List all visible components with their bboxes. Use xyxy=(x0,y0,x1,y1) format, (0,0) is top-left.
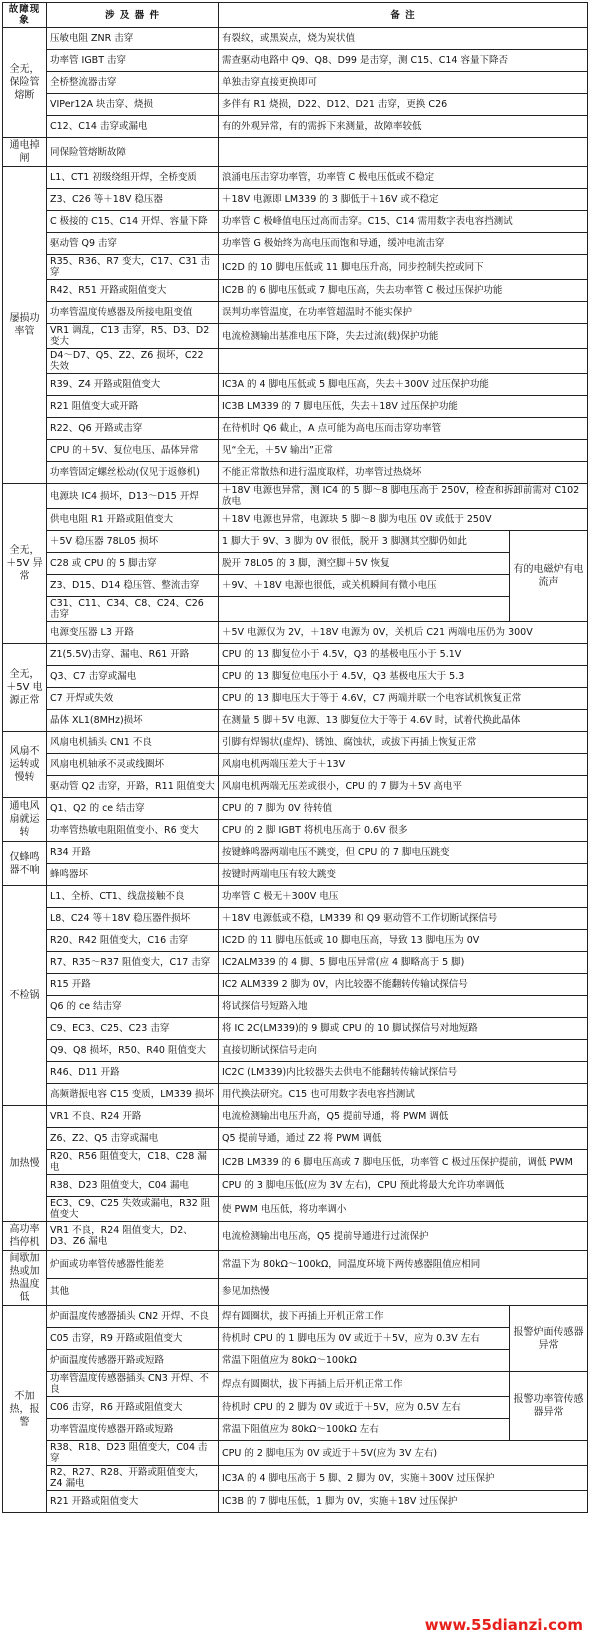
component-cell: VIPer12A 块击穿、烧损 xyxy=(47,94,219,116)
component-cell: 功率管固定螺丝松动(仅见于返修机) xyxy=(47,462,219,484)
component-cell: 炉面温度传感器开路或短路 xyxy=(47,1350,219,1372)
component-cell: R21 阻值变大或开路 xyxy=(47,396,219,418)
component-cell: 电源块 IC4 损坏，D13～D15 开焊 xyxy=(47,484,219,509)
table-row xyxy=(3,531,588,553)
note-cell: 功率管 G 极始终为高电压而饱和导通，缓冲电流击穿 xyxy=(219,233,588,255)
component-cell: 供电电阻 R1 开路或阻值变大 xyxy=(47,509,219,531)
note-cell: ＋18V 电源也异常，电源块 5 脚～8 脚为电压 0V 或低于 250V xyxy=(219,509,588,531)
note-cell: 多伴有 R1 烧损，D22、D12、D21 击穿，更换 C26 xyxy=(219,94,588,116)
table-row xyxy=(3,280,588,302)
component-cell: 炉面温度传感器插头 CN2 开焊、不良 xyxy=(47,1306,219,1328)
table-row xyxy=(3,1466,588,1491)
note-cell xyxy=(219,597,510,622)
note-cell xyxy=(219,138,588,167)
component-cell: C06 击穿，R6 开路或阻值变大 xyxy=(47,1397,219,1419)
note-cell: 功率管 C 极峰值电压过高而击穿。C15、C14 需用数字表电容挡测试 xyxy=(219,211,588,233)
table-row xyxy=(3,1397,588,1419)
watermark: www.55dianzi.com xyxy=(424,1616,583,1634)
table-row xyxy=(3,1197,588,1222)
note-cell: 需查驱动电路中 Q9、Q8、D99 是击穿，测 C15、C14 容量下降否 xyxy=(219,50,588,72)
note-cell: IC2C (LM339)内比较器失去供电不能翻转传输试探信号 xyxy=(219,1062,588,1084)
note-cell xyxy=(219,349,588,374)
table-row xyxy=(3,597,588,622)
note-cell: IC2ALM339 的 4 脚、5 脚电压异常(应 4 脚略高于 5 脚) xyxy=(219,952,588,974)
table-row xyxy=(3,732,588,754)
component-cell: C12、C14 击穿或漏电 xyxy=(47,116,219,138)
component-cell: 功率管温度传感器插头 CN3 开焊、不良 xyxy=(47,1372,219,1397)
component-cell: 晶体 XL1(8MHz)损坏 xyxy=(47,710,219,732)
note-cell: 功率管 C 极无＋300V 电压 xyxy=(219,886,588,908)
note-cell: CPU 的 13 脚电压大于等于 4.6V，C7 两端并联一个电容试机恢复正常 xyxy=(219,688,588,710)
table-row xyxy=(3,324,588,349)
table-row xyxy=(3,575,588,597)
note-cell: CPU 的 2 脚电压为 0V 或近于＋5V(应为 3V 左右) xyxy=(219,1441,588,1466)
note-cell: 按键蜂鸣器两端电压不跳变，但 CPU 的 7 脚电压跳变 xyxy=(219,842,588,864)
note-cell: 风扇电机两端无压差或很小，CPU 的 7 脚为＋5V 高电平 xyxy=(219,776,588,798)
component-cell: 功率管 IGBT 击穿 xyxy=(47,50,219,72)
note-cell: 常温下为 80kΩ～100kΩ，同温度环境下两传感器阻值应相同 xyxy=(219,1251,588,1279)
component-cell: 炉面或功率管传感器性能差 xyxy=(47,1251,219,1279)
table-row xyxy=(3,189,588,211)
table-row xyxy=(3,776,588,798)
component-cell: C05 击穿，R9 开路或阻值变大 xyxy=(47,1328,219,1350)
header-fault: 故障现象 xyxy=(3,3,47,28)
note-cell: ＋18V 电源也异常，测 IC4 的 5 脚～8 脚电压高于 250V，检查和拆卸前需对 C102 放电 xyxy=(219,484,588,509)
table-row xyxy=(3,50,588,72)
component-cell: Z1(5.5V)击穿、漏电、R61 开路 xyxy=(47,644,219,666)
table-row xyxy=(3,440,588,462)
component-cell: 全桥整流器击穿 xyxy=(47,72,219,94)
component-cell: Q6 的 ce 结击穿 xyxy=(47,996,219,1018)
table-row xyxy=(3,644,588,666)
component-cell: 风扇电机轴承不灵或线圈坏 xyxy=(47,754,219,776)
component-cell: 功率管热敏电阻阻值变小、R6 变大 xyxy=(47,820,219,842)
note-cell: ＋18V 电源即 LM339 的 3 脚低于＋16V 或不稳定 xyxy=(219,189,588,211)
table-row xyxy=(3,820,588,842)
note-cell: IC3A 的 4 脚电压低或 5 脚电压高，失去＋300V 过压保护功能 xyxy=(219,374,588,396)
component-cell: C7 开焊或失效 xyxy=(47,688,219,710)
table-row xyxy=(3,996,588,1018)
component-cell: VR1 调乱，C13 击穿，R5、D3、D2 变大 xyxy=(47,324,219,349)
table-row xyxy=(3,233,588,255)
table-row xyxy=(3,710,588,732)
table-row xyxy=(3,1306,588,1328)
note-cell: 在测量 5 脚＋5V 电源、13 脚复位大于等于 4.6V 时，试着代换此晶体 xyxy=(219,710,588,732)
component-cell: 高频谐振电容 C15 变质，LM339 损坏 xyxy=(47,1084,219,1106)
note-cell: 见“全无，＋5V 输出”正常 xyxy=(219,440,588,462)
table-row xyxy=(3,622,588,644)
note-cell: 焊点有圆圈状，拔下再插上后开机正常工作 xyxy=(219,1372,510,1397)
note-cell: IC3A 的 4 脚电压高于 5 脚、2 脚为 0V，实施＋300V 过压保护 xyxy=(219,1466,588,1491)
table-row xyxy=(3,302,588,324)
note-cell: 不能正常散热和进行温度取样，功率管过热烧坏 xyxy=(219,462,588,484)
table-body xyxy=(3,28,588,1513)
fault-symptom-cell: 仅蜂鸣器不响 xyxy=(3,842,47,886)
fault-symptom-cell: 全无，＋5V 电源正常 xyxy=(3,644,47,732)
note-cell: CPU 的 13 脚复位电压小于 4.5V，Q3 基极电压大于 5.3 xyxy=(219,666,588,688)
table-row xyxy=(3,462,588,484)
side-note-cell: 报警炉面传感器异常 xyxy=(510,1306,588,1372)
note-cell: ＋18V 电源低或不稳，LM339 和 Q9 驱动管不工作切断试探信号 xyxy=(219,908,588,930)
note-cell: 浪涌电压击穿功率管，功率管 C 极电压低或不稳定 xyxy=(219,167,588,189)
component-cell: 压敏电阻 ZNR 击穿 xyxy=(47,28,219,50)
table-row xyxy=(3,349,588,374)
component-cell: 功率管温度传感器及所接电阻变值 xyxy=(47,302,219,324)
table-row xyxy=(3,842,588,864)
fault-table xyxy=(2,2,588,1513)
component-cell: CPU 的＋5V、复位电压、晶体异常 xyxy=(47,440,219,462)
table-row xyxy=(3,1128,588,1150)
component-cell: R20、R56 阻值变大，C18、C28 漏电 xyxy=(47,1150,219,1175)
component-cell: 驱动管 Q9 击穿 xyxy=(47,233,219,255)
table-row xyxy=(3,974,588,996)
component-cell: VR1 不良，R24 阻值变大，D2、D3、Z6 漏电 xyxy=(47,1222,219,1251)
fault-symptom-cell: 不加热，报警 xyxy=(3,1306,47,1513)
note-cell: 按键时两端电压有较大跳变 xyxy=(219,864,588,886)
component-cell: ＋5V 稳压器 78L05 损坏 xyxy=(47,531,219,553)
component-cell: L1、CT1 初级绕组开焊，全桥变质 xyxy=(47,167,219,189)
component-cell: R34 开路 xyxy=(47,842,219,864)
component-cell: C 极接的 C15、C14 开焊、容量下降 xyxy=(47,211,219,233)
fault-symptom-cell: 高功率挡停机 xyxy=(3,1222,47,1251)
note-cell: IC2D 的 10 脚电压低或 11 脚电压升高，同步控制失控或同下 xyxy=(219,255,588,280)
table-row xyxy=(3,1175,588,1197)
table-row xyxy=(3,553,588,575)
note-cell: 用代换法研究。C15 也可用数字表电容挡测试 xyxy=(219,1084,588,1106)
header-parts: 涉 及 器 件 xyxy=(47,3,219,28)
note-cell: Q5 提前导通，通过 Z2 将 PWM 调低 xyxy=(219,1128,588,1150)
note-cell: 1 脚大于 9V、3 脚为 0V 很低，脱开 3 脚测其空脚仍如此 xyxy=(219,531,510,553)
component-cell: R20、R42 阻值变大，C16 击穿 xyxy=(47,930,219,952)
note-cell: 焊有圆圈状，拔下再插上开机正常工作 xyxy=(219,1306,510,1328)
table-row xyxy=(3,1222,588,1251)
table-row xyxy=(3,1040,588,1062)
table-row xyxy=(3,1084,588,1106)
side-note-cell: 报警功率管传感器异常 xyxy=(510,1372,588,1441)
table-row xyxy=(3,1018,588,1040)
note-cell: IC3B LM339 的 7 脚电压低，失去＋18V 过压保护功能 xyxy=(219,396,588,418)
note-cell: CPU 的 7 脚为 0V 待转值 xyxy=(219,798,588,820)
document-page xyxy=(0,2,589,1638)
component-cell: C9、EC3、C25、C23 击穿 xyxy=(47,1018,219,1040)
component-cell: R22、Q6 开路或击穿 xyxy=(47,418,219,440)
note-cell: 在待机时 Q6 截止，A 点可能为高电压而击穿功率管 xyxy=(219,418,588,440)
component-cell: Q9、Q8 损坏，R50、R40 阻值变大 xyxy=(47,1040,219,1062)
fault-symptom-cell: 不检锅 xyxy=(3,886,47,1106)
fault-symptom-cell: 风扇不运转或慢转 xyxy=(3,732,47,798)
note-cell: IC2D 的 11 脚电压低或 10 脚电压高，导致 13 脚电压为 0V xyxy=(219,930,588,952)
table-row xyxy=(3,908,588,930)
component-cell: R2、R27、R28、开路或阻值变大，Z4 漏电 xyxy=(47,1466,219,1491)
component-cell: R38、R18、D23 阻值变大，C04 击穿 xyxy=(47,1441,219,1466)
table-row xyxy=(3,666,588,688)
note-cell: IC3B 的 7 脚电压低，1 脚为 0V，实施＋18V 过压保护 xyxy=(219,1491,588,1513)
component-cell: Q3、C7 击穿或漏电 xyxy=(47,666,219,688)
table-row xyxy=(3,886,588,908)
note-cell: ＋5V 电源仅为 2V，＋18V 电源为 0V，关机后 C21 两端电压仍为 300V xyxy=(219,622,588,644)
component-cell: Q1、Q2 的 ce 结击穿 xyxy=(47,798,219,820)
note-cell: 电流检测输出电压升高，Q5 提前导通，将 PWM 调低 xyxy=(219,1106,588,1128)
note-cell: 有裂纹，或黑炭点，烧为炭状值 xyxy=(219,28,588,50)
component-cell: R15 开路 xyxy=(47,974,219,996)
table-row xyxy=(3,138,588,167)
table-row xyxy=(3,1278,588,1306)
note-cell: 电流检测输出电压高，Q5 提前导通进行过流保护 xyxy=(219,1222,588,1251)
component-cell: L1、全桥、CT1、线盘接触不良 xyxy=(47,886,219,908)
note-cell: 引脚有焊锡状(虚焊)、锈蚀、腐蚀状，或拔下再插上恢复正常 xyxy=(219,732,588,754)
note-cell: 有的外观异常，有的需拆下来测量，故障率较低 xyxy=(219,116,588,138)
side-note-cell: 有的电磁炉有电流声 xyxy=(510,531,588,622)
table-row xyxy=(3,509,588,531)
table-row xyxy=(3,255,588,280)
note-cell: 电流检测输出基准电压下降，失去过流(载)保护功能 xyxy=(219,324,588,349)
table-row xyxy=(3,1441,588,1466)
table-row xyxy=(3,1328,588,1350)
table-row xyxy=(3,484,588,509)
note-cell: 脱开 78L05 的 3 脚，测空脚＋5V 恢复 xyxy=(219,553,510,575)
note-cell: IC2B 的 6 脚电压低或 7 脚电压高，失去功率管 C 极过压保护功能 xyxy=(219,280,588,302)
note-cell: 直接切断试探信号走向 xyxy=(219,1040,588,1062)
table-row xyxy=(3,1491,588,1513)
fault-symptom-cell: 间歇加热或加热温度低 xyxy=(3,1251,47,1306)
table-row xyxy=(3,1106,588,1128)
note-cell: CPU 的 2 脚 IGBT 将机电压高于 0.6V 很多 xyxy=(219,820,588,842)
table-row xyxy=(3,1150,588,1175)
table-row xyxy=(3,28,588,50)
note-cell: ＋9V、＋18V 电源也很低，或关机瞬间有微小电压 xyxy=(219,575,510,597)
table-row xyxy=(3,952,588,974)
note-cell: 待机时 CPU 的 1 脚电压为 0V 或近于＋5V，应为 0.3V 左右 xyxy=(219,1328,510,1350)
fault-symptom-cell: 通电掉闸 xyxy=(3,138,47,167)
table-row xyxy=(3,1251,588,1279)
component-cell: 蜂鸣器坏 xyxy=(47,864,219,886)
note-cell: 单独击穿直接更换即可 xyxy=(219,72,588,94)
component-cell: C31、C11、C34、C8、C24、C26 击穿 xyxy=(47,597,219,622)
fault-symptom-cell: 全无，保险管熔断 xyxy=(3,28,47,138)
note-cell: CPU 的 3 脚电压低(应为 3V 左右)，CPU 预此将最大允许功率调低 xyxy=(219,1175,588,1197)
component-cell: VR1 不良、R24 开路 xyxy=(47,1106,219,1128)
table-row xyxy=(3,418,588,440)
component-cell: R35、R36、R7 变大，C17、C31 击穿 xyxy=(47,255,219,280)
table-row xyxy=(3,211,588,233)
table-row xyxy=(3,116,588,138)
note-cell: IC2B LM339 的 6 脚电压高或 7 脚电压低，功率管 C 极过压保护提前，调低 PWM xyxy=(219,1150,588,1175)
note-cell: 使 PWM 电压低，将功率调小 xyxy=(219,1197,588,1222)
component-cell: R46、D11 开路 xyxy=(47,1062,219,1084)
note-cell: IC2 ALM339 2 脚为 0V，内比较器不能翻转传输试探信号 xyxy=(219,974,588,996)
table-row xyxy=(3,374,588,396)
table-row xyxy=(3,1419,588,1441)
table-row xyxy=(3,72,588,94)
component-cell: R21 开路或阻值变大 xyxy=(47,1491,219,1513)
table-row xyxy=(3,94,588,116)
table-row xyxy=(3,930,588,952)
component-cell: 电源变压器 L3 开路 xyxy=(47,622,219,644)
table-row xyxy=(3,798,588,820)
table-row xyxy=(3,688,588,710)
table-row xyxy=(3,864,588,886)
note-cell: 风扇电机两端压差大于＋13V xyxy=(219,754,588,776)
note-cell: CPU 的 13 脚复位小于 4.5V，Q3 的基极电压小于 5.1V xyxy=(219,644,588,666)
note-cell: 将 IC 2C(LM339)的 9 脚或 CPU 的 10 脚试探信号对地短路 xyxy=(219,1018,588,1040)
component-cell: C28 或 CPU 的 5 脚击穿 xyxy=(47,553,219,575)
table-row xyxy=(3,167,588,189)
note-cell: 误判功率管温度，在功率管超温时不能实保护 xyxy=(219,302,588,324)
component-cell: 驱动管 Q2 击穿，开路，R11 阻值变大 xyxy=(47,776,219,798)
component-cell: D4～D7、Q5、Z2、Z6 损坏，C22 失效 xyxy=(47,349,219,374)
note-cell: 将试探信号短路入地 xyxy=(219,996,588,1018)
note-cell: 常温下阻值应为 80kΩ～100kΩ xyxy=(219,1350,510,1372)
component-cell: R38、D23 阻值变大，C04 漏电 xyxy=(47,1175,219,1197)
component-cell: Z6、Z2、Q5 击穿或漏电 xyxy=(47,1128,219,1150)
table-row xyxy=(3,1350,588,1372)
fault-symptom-cell: 通电风扇就运转 xyxy=(3,798,47,842)
component-cell: R42、R51 开路或阻值变大 xyxy=(47,280,219,302)
table-row xyxy=(3,1062,588,1084)
fault-symptom-cell: 屡损功率管 xyxy=(3,167,47,484)
note-cell: 待机时 CPU 的 2 脚为 0V 或近于＋5V，应为 0.5V 左右 xyxy=(219,1397,510,1419)
component-cell: 功率管温度传感器开路或短路 xyxy=(47,1419,219,1441)
fault-symptom-cell: 全无，＋5V 异常 xyxy=(3,484,47,644)
component-cell: L8、C24 等＋18V 稳压器件损坏 xyxy=(47,908,219,930)
component-cell: Z3、D15、D14 稳压管、整流击穿 xyxy=(47,575,219,597)
table-row xyxy=(3,396,588,418)
note-cell: 参见加热慢 xyxy=(219,1278,588,1306)
table-row xyxy=(3,754,588,776)
component-cell: 其他 xyxy=(47,1278,219,1306)
component-cell: R39、Z4 开路或阻值变大 xyxy=(47,374,219,396)
component-cell: R7、R35～R37 阻值变大，C17 击穿 xyxy=(47,952,219,974)
component-cell: 风扇电机插头 CN1 不良 xyxy=(47,732,219,754)
header-note: 备 注 xyxy=(219,3,588,28)
component-cell: Z3、C26 等＋18V 稳压器 xyxy=(47,189,219,211)
table-row xyxy=(3,1372,588,1397)
note-cell: 常温下阻值应为 80kΩ～100kΩ 左右 xyxy=(219,1419,510,1441)
component-cell: 同保险管熔断故障 xyxy=(47,138,219,167)
table-header-row xyxy=(3,3,588,28)
component-cell: EC3、C9、C25 失效或漏电，R32 阻值变大 xyxy=(47,1197,219,1222)
fault-symptom-cell: 加热慢 xyxy=(3,1106,47,1222)
